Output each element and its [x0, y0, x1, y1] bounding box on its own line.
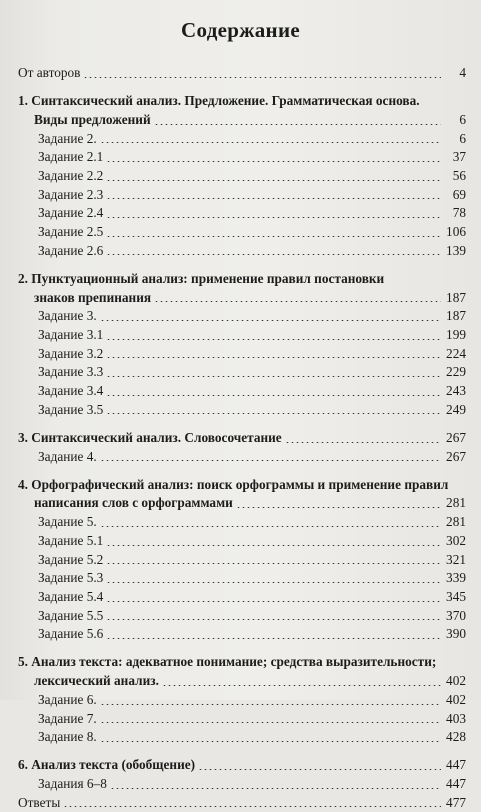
dot-leader: [106, 619, 441, 620]
toc-entry[interactable]: [18, 551, 466, 570]
toc-entry[interactable]: [18, 167, 466, 186]
dot-leader: [106, 545, 441, 546]
toc-page-number: 78: [452, 205, 466, 221]
toc-entry-title: Задание 5.3: [38, 570, 104, 586]
toc-entry[interactable]: [18, 289, 466, 308]
toc-page-number: 447: [446, 776, 466, 792]
dot-leader: [106, 413, 441, 414]
section-gap: [18, 644, 466, 654]
toc-entry[interactable]: [18, 223, 466, 242]
dot-leader: [198, 769, 441, 770]
toc-entry[interactable]: [18, 710, 466, 729]
section-gap: [18, 260, 466, 270]
section-heading: 5. Анализ текста: адекватное понимание; средства выразительности;: [18, 654, 437, 670]
toc-page-number: 477: [446, 794, 466, 810]
toc-entry-title: лексический анализ.: [34, 673, 159, 689]
toc-page-number: 447: [446, 757, 466, 773]
toc-page-number: 229: [446, 364, 466, 380]
toc-entry-title: Задание 3.: [38, 308, 97, 324]
toc-entry[interactable]: [18, 130, 466, 149]
dot-leader: [63, 806, 441, 807]
dot-leader: [100, 142, 441, 143]
toc-entry[interactable]: [18, 588, 466, 607]
toc-entry[interactable]: [18, 532, 466, 551]
toc-page-number: 6: [459, 111, 466, 127]
toc-entry[interactable]: [18, 607, 466, 626]
dot-leader: [106, 217, 441, 218]
toc-entry[interactable]: [18, 401, 466, 420]
toc-entry-title: Задание 2.4: [38, 205, 104, 221]
dot-leader: [106, 254, 441, 255]
toc-entry[interactable]: [18, 625, 466, 644]
toc-entry-title: Задание 5.2: [38, 551, 104, 567]
section-heading: 4. Орфографический анализ: поиск орфограммы и применение правил: [18, 476, 449, 492]
toc-entry-title: Ответы: [18, 794, 61, 810]
toc-entry-title: 3. Синтаксический анализ. Словосочетание: [18, 429, 282, 445]
toc-entry-title: Задание 2.6: [38, 242, 104, 258]
dot-leader: [106, 638, 441, 639]
dot-leader: [100, 704, 441, 705]
toc-entry-title: Задание 5.5: [38, 607, 104, 623]
toc-entry[interactable]: [18, 672, 466, 691]
toc-page-number: 6: [459, 130, 466, 146]
toc-entry-title: Задание 5.1: [38, 532, 104, 548]
toc-entry[interactable]: [18, 345, 466, 364]
toc-page-number: 428: [446, 729, 466, 745]
toc-entry[interactable]: [18, 691, 466, 710]
toc-page-number: 106: [446, 224, 466, 239]
toc-entry[interactable]: [18, 363, 466, 382]
toc-page-number: 281: [446, 514, 466, 530]
toc-entry[interactable]: [18, 794, 466, 812]
toc-entry-title: Задание 3.3: [38, 364, 104, 380]
dot-leader: [100, 526, 441, 527]
toc-page-number: 187: [446, 289, 466, 305]
toc-entry[interactable]: [18, 148, 466, 167]
toc-entry[interactable]: [18, 494, 466, 513]
dot-leader: [106, 236, 441, 237]
toc-page-number: 243: [446, 383, 466, 398]
toc-entry-title: написания слов с орфограммами: [34, 495, 233, 511]
section-gap: [18, 419, 466, 429]
toc-entry-title: Задание 2.2: [38, 167, 104, 183]
toc-entry-title: Задание 2.1: [38, 149, 104, 165]
dot-leader: [106, 582, 441, 583]
dot-leader: [162, 685, 441, 686]
section-gap: [18, 466, 466, 476]
toc-entry[interactable]: [18, 204, 466, 223]
toc-page-number: 402: [446, 673, 466, 689]
toc-page-number: 339: [446, 570, 466, 586]
toc-entry[interactable]: [18, 775, 466, 794]
section-heading: 2. Пунктуационный анализ: применение правил постановки: [18, 270, 385, 286]
toc-page-number: 267: [446, 448, 466, 464]
toc-page-number: 4: [459, 65, 466, 80]
toc-entry-title: Виды предложений: [34, 111, 151, 127]
toc-page-number: 370: [446, 607, 466, 623]
toc-entry[interactable]: [18, 64, 466, 83]
toc-page-number: 69: [452, 186, 466, 202]
toc-page-number: 139: [446, 242, 466, 258]
dot-leader: [106, 180, 441, 181]
toc-entry-title: Задание 5.: [38, 514, 97, 530]
toc-page-number: 390: [446, 626, 466, 642]
toc-entry[interactable]: [18, 728, 466, 747]
toc-entry-title: Задание 3.1: [38, 326, 104, 342]
dot-leader: [106, 376, 441, 377]
dot-leader: [106, 563, 441, 564]
toc-entry-title: От авторов: [18, 65, 81, 80]
dot-leader: [100, 460, 441, 461]
toc-entry[interactable]: [18, 513, 466, 532]
dot-leader: [106, 198, 441, 199]
toc-page-number: 187: [446, 308, 466, 324]
toc-page-number: 249: [446, 401, 466, 417]
toc-entry[interactable]: [18, 242, 466, 261]
section-gap: [18, 83, 466, 93]
toc-entry-title: 6. Анализ текста (обобщение): [18, 757, 196, 773]
toc-page-number: 345: [446, 588, 466, 604]
toc-entry[interactable]: [18, 186, 466, 205]
toc-entry-title: Задание 3.5: [38, 401, 104, 417]
toc-page-number: 302: [446, 532, 466, 548]
toc-page-number: 37: [452, 149, 466, 165]
toc-entry-title: Задание 2.3: [38, 186, 104, 202]
toc-entry-title: Задание 6.: [38, 691, 97, 707]
toc-page-number: 402: [446, 691, 466, 707]
dot-leader: [154, 301, 441, 302]
toc-entry-title: Задание 5.6: [38, 626, 104, 642]
dot-leader: [154, 124, 441, 125]
toc-page-number: 56: [452, 167, 466, 183]
toc-entry[interactable]: [18, 756, 466, 775]
section-heading: 1. Синтаксический анализ. Предложение. Грамматическая основа.: [18, 93, 420, 109]
toc-page-number: 321: [446, 551, 466, 567]
toc-page-number: 281: [446, 495, 466, 511]
dot-leader: [106, 357, 441, 358]
dot-leader: [106, 161, 441, 162]
toc-entry[interactable]: [18, 448, 466, 467]
dot-leader: [285, 442, 441, 443]
toc-entry-title: Задание 3.4: [38, 383, 104, 398]
toc-entry-title: Задание 7.: [38, 710, 97, 726]
toc-entry-title: Задание 4.: [38, 448, 97, 464]
toc-entry-title: Задание 3.2: [38, 345, 104, 361]
toc-entry[interactable]: [18, 326, 466, 345]
dot-leader: [100, 741, 441, 742]
toc-page-number: 224: [446, 345, 466, 361]
dot-leader: [100, 320, 441, 321]
toc-page-number: 403: [446, 710, 466, 726]
toc-entry-title: Задание 2.: [38, 130, 97, 146]
dot-leader: [236, 507, 441, 508]
dot-leader: [106, 395, 441, 396]
dot-leader: [100, 722, 441, 723]
toc-entry[interactable]: [18, 569, 466, 588]
toc-entry-title: знаков препинания: [34, 289, 152, 305]
toc-entry-title: Задание 2.5: [38, 224, 104, 239]
toc-entry[interactable]: [18, 429, 466, 448]
toc-entry-title: Задания 6–8: [38, 776, 107, 792]
toc-entry[interactable]: [18, 111, 466, 130]
toc-entry-title: Задание 5.4: [38, 588, 104, 604]
dot-leader: [106, 601, 441, 602]
dot-leader: [110, 788, 441, 789]
toc-entry[interactable]: [18, 382, 466, 401]
dot-leader: [83, 77, 441, 78]
toc-page-number: 267: [446, 429, 466, 445]
toc-page-number: 199: [446, 326, 466, 342]
section-gap: [18, 747, 466, 757]
dot-leader: [106, 339, 441, 340]
toc-entry[interactable]: [18, 307, 466, 326]
toc-entry-title: Задание 8.: [38, 729, 97, 745]
page-title: Содержание: [181, 18, 300, 42]
